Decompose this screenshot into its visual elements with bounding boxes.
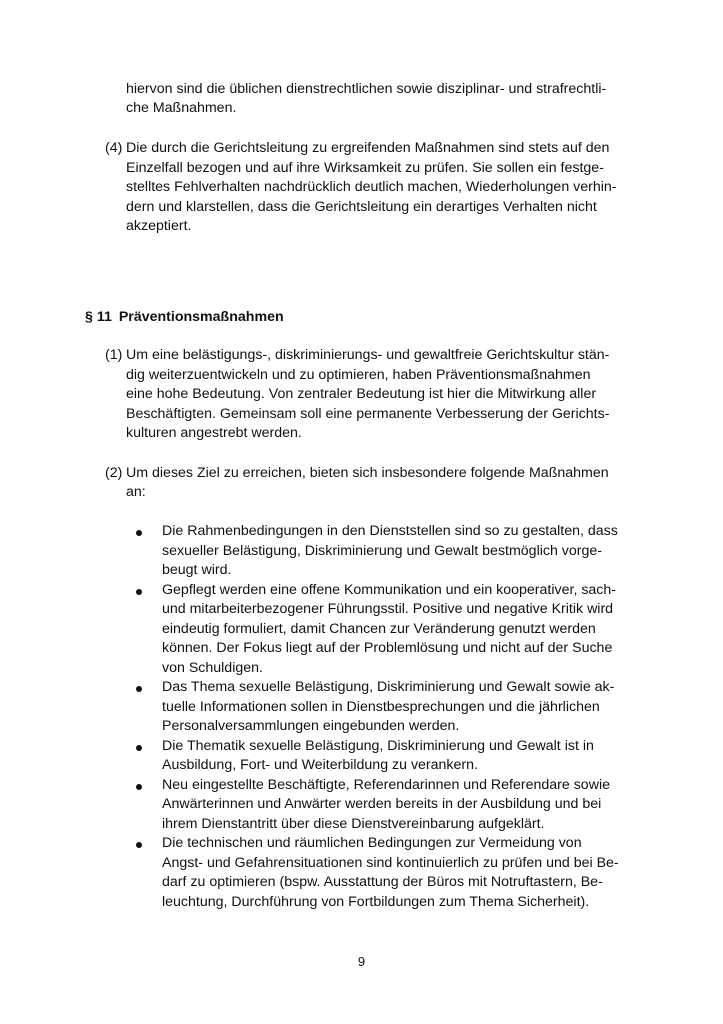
bullet-icon (136, 589, 142, 595)
text-line: Angst- und Gefahrensituationen sind kontinuierlich zu prüfen und bei Be- (162, 855, 619, 871)
text-line: Personalversammlungen eingebunden werden. (162, 718, 460, 734)
text-line: Das Thema sexuelle Belästigung, Diskriminierung und Gewalt sowie ak- (162, 679, 615, 695)
page-number: 9 (357, 954, 366, 969)
text-line: Die technischen und räumlichen Bedingungen zur Vermeidung von (162, 835, 582, 851)
text-line: Um eine belästigungs-, diskriminierungs- und gewaltfreie Gerichtskultur stän- (126, 347, 610, 363)
bullet-icon (136, 784, 142, 790)
text-line: leuchtung, Durchführung von Fortbildungen zum Thema Sicherheit). (162, 894, 590, 910)
text-line: beugt wird. (162, 562, 232, 578)
text-line: ihrem Dienstantritt über diese Dienstvereinbarung aufgeklärt. (162, 816, 545, 832)
text-line: eindeutig formuliert, damit Chancen zur Veränderung genutzt werden (162, 621, 596, 637)
section-title: Präventionsmaßnahmen (118, 309, 284, 325)
text-line: Einzelfall bezogen und auf ihre Wirksamkeit zu prüfen. Sie sollen ein festge- (126, 160, 604, 176)
bullet-icon (136, 686, 142, 692)
text-line: Die durch die Gerichtsleitung zu ergreifenden Maßnahmen sind stets auf den (126, 140, 610, 156)
section-number: § 11 (85, 309, 112, 325)
text-line: Ausbildung, Fort- und Weiterbildung zu verankern. (162, 757, 478, 773)
text-line: kulturen angestrebt werden. (126, 425, 302, 441)
text-line: dern und klarstellen, dass die Gerichtsleitung ein derartiges Verhalten nicht (126, 199, 597, 215)
text-line: und mitarbeiterbezogener Führungsstil. Positive und negative Kritik wird (162, 601, 614, 617)
text-line: Die Rahmenbedingungen in den Dienststellen sind so zu gestalten, dass (162, 523, 618, 539)
text-line: akzeptiert. (126, 218, 192, 234)
text-line: sexueller Belästigung, Diskriminierung und Gewalt bestmöglich vorge- (162, 543, 603, 559)
text-line: können. Der Fokus liegt auf der Problemlösung und nicht auf der Suche (162, 640, 613, 656)
text-line: von Schuldigen. (162, 660, 263, 676)
text-line: hiervon sind die üblichen dienstrechtlichen sowie disziplinar- und strafrechtli- (126, 81, 607, 97)
text-line: Anwärterinnen und Anwärter werden bereits in der Ausbildung und bei (162, 796, 602, 812)
text-line: Gepflegt werden eine offene Kommunikation und ein kooperativer, sach- (162, 582, 617, 598)
bullet-icon (136, 745, 142, 751)
text-line: eine hohe Bedeutung. Von zentraler Bedeutung ist hier die Mitwirkung aller (126, 386, 597, 402)
paragraph-marker: (4) (105, 140, 123, 156)
text-line: tuelle Informationen sollen in Dienstbesprechungen und die jährlichen (162, 699, 600, 715)
paragraph-marker: (2) (105, 465, 123, 481)
section-heading (85, 308, 284, 328)
text-line: dig weiterzuentwickeln und zu optimieren, haben Präventionsmaßnahmen (126, 367, 591, 383)
text-line: stelltes Fehlverhalten nachdrücklich deutlich machen, Wiederholungen verhin- (126, 179, 617, 195)
text-line: Um dieses Ziel zu erreichen, bieten sich insbesondere folgende Maßnahmen (126, 465, 609, 481)
text-line: che Maßnahmen. (126, 100, 237, 116)
text-line: an: (126, 484, 146, 500)
bullet-icon (136, 842, 142, 848)
paragraph-marker: (1) (105, 347, 123, 363)
text-line: Die Thematik sexuelle Belästigung, Diskriminierung und Gewalt ist in (162, 738, 594, 754)
text-line: Beschäftigten. Gemeinsam soll eine permanente Verbesserung der Gerichts- (126, 406, 610, 422)
text-line: darf zu optimieren (bspw. Ausstattung der Büros mit Notruftastern, Be- (162, 874, 603, 890)
bullet-icon (136, 530, 142, 536)
text-line: Neu eingestellte Beschäftigte, Referendarinnen und Referendare sowie (162, 777, 610, 793)
